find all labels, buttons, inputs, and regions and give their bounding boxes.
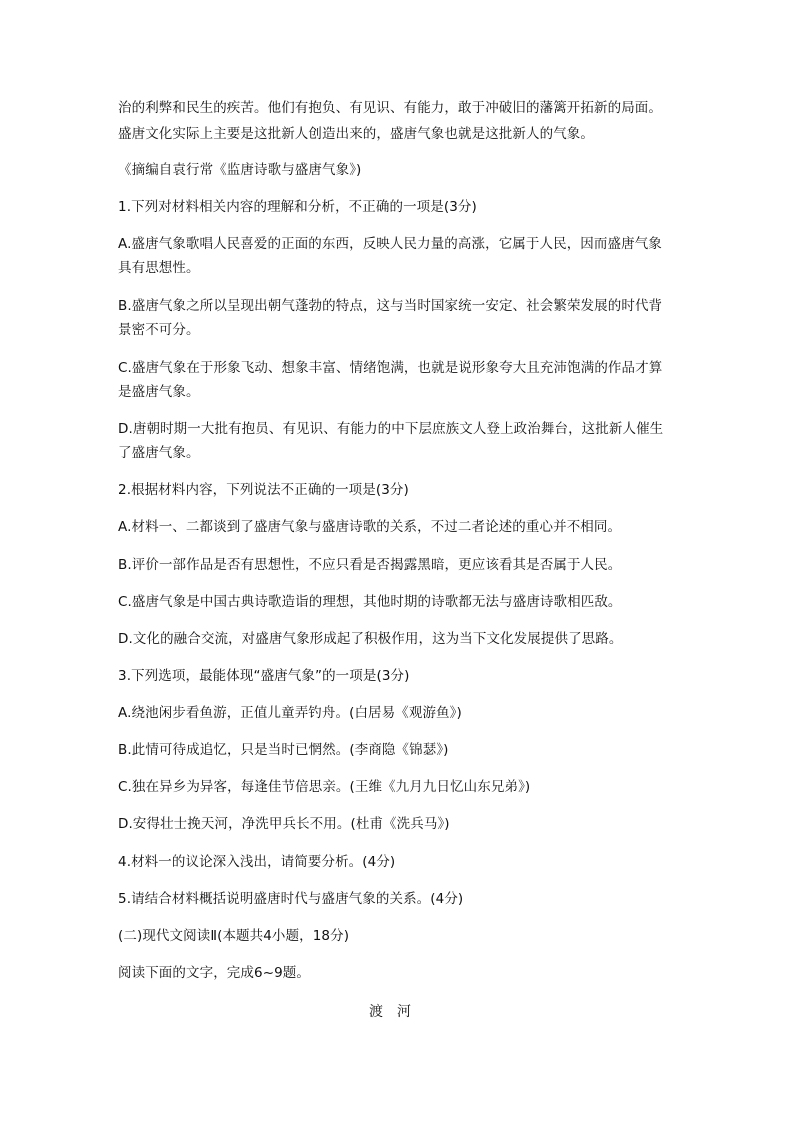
q1-option-b-line-1: B.盛唐气象之所以呈现出朝气蓬勃的特点，这与当时国家统一安定、社会繁荣发展的时代背 (118, 298, 663, 314)
q2-option-c: C.盛唐气象是中国古典诗歌造诣的理想，其他时期的诗歌都无法与盛唐诗歌相匹敌。 (118, 594, 622, 610)
q1-option-d-line-1: D.唐朝时期一大批有抱员、有见识、有能力的中下层庶族文人登上政治舞台，这批新人催生 (118, 421, 664, 437)
question-2-stem: 2.根据材料内容，下列说法不正确的一项是(3分) (118, 482, 409, 498)
section-heading: (二)现代文阅读Ⅱ(本题共4小题，18分) (118, 928, 350, 944)
q1-option-b-line-2: 景密不可分。 (118, 322, 200, 338)
q3-option-c: C.独在异乡为异客，每逢佳节倍思亲。(王维《九月九日忆山东兄弟》) (118, 779, 531, 795)
intro-line-2: 盛唐文化实际上主要是这批新人创造出来的，盛唐气象也就是这批新人的气象。 (118, 126, 594, 142)
intro-line-1: 治的利弊和民生的疾苦。他们有抱负、有见识、有能力，敢于冲破旧的藩篱开拓新的局面。 (118, 100, 662, 116)
story-title: 渡河 (369, 1004, 425, 1020)
question-4: 4.材料一的议论深入浅出，请简要分析。(4分) (118, 854, 396, 870)
q2-option-a: A.材料一、二都谈到了盛唐气象与盛唐诗歌的关系，不过二者论述的重心并不相同。 (118, 519, 622, 535)
q1-option-a-line-2: 具有思想性。 (118, 260, 200, 276)
q2-option-b: B.评价一部作品是否有思想性，不应只看是否揭露黑暗，更应该看其是否属于人民。 (118, 557, 622, 573)
question-3-stem: 3.下列选项，最能体现“盛唐气象”的一项是(3分) (118, 668, 410, 684)
reading-instruction: 阅读下面的文字，完成6~9题。 (118, 965, 310, 981)
question-1-stem: 1.下列对材料相关内容的理解和分析，不正确的一项是(3分) (118, 199, 477, 215)
q1-option-a-line-1: A.盛唐气象歌唱人民喜爱的正面的东西，反映人民力量的高涨，它属于人民，因而盛唐气象 (118, 236, 662, 252)
q1-option-c-line-2: 是盛唐气象。 (118, 384, 200, 400)
source-citation: 《摘编自袁行常《监唐诗歌与盛唐气象》) (118, 162, 362, 178)
q3-option-b: B.此情可待成追忆，只是当时已惘然。(李商隐《锦瑟》) (118, 742, 449, 758)
q3-option-d: D.安得壮士挽天河，净洗甲兵长不用。(杜甫《洗兵马》) (118, 816, 450, 832)
q3-option-a: A.绕池闲步看鱼游，正值儿童弄钓舟。(白居易《观游鱼》) (118, 705, 462, 721)
q1-option-c-line-1: C.盛唐气象在于形象飞动、想象丰富、情绪饱满，也就是说形象夸大且充沛饱满的作品才算 (118, 360, 663, 376)
q2-option-d: D.文化的融合交流，对盛唐气象形成起了积极作用，这为当下文化发展提供了思路。 (118, 631, 623, 647)
question-5: 5.请结合材料概括说明盛唐时代与盛唐气象的关系。(4分) (118, 891, 464, 907)
q1-option-d-line-2: 了盛唐气象。 (118, 445, 200, 461)
